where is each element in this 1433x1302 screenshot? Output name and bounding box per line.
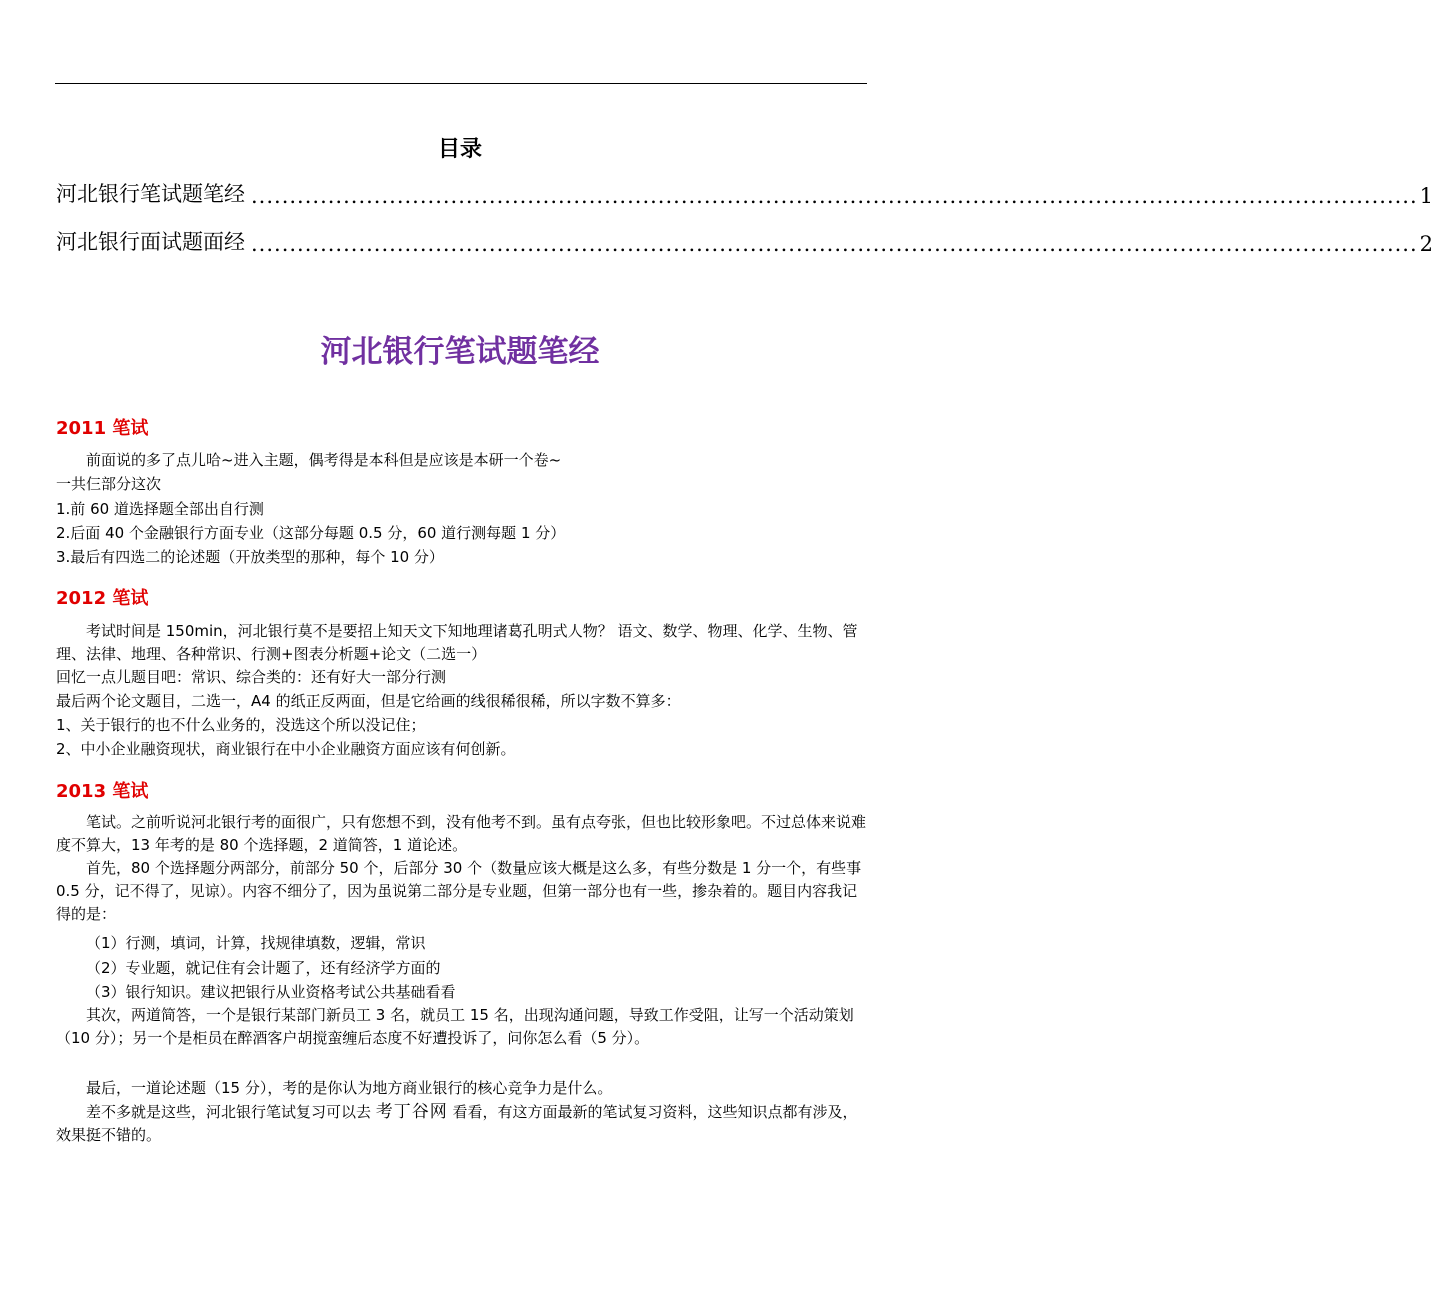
paragraph: 首先，80 个选择题分两部分，前部分 50 个，后部分 30 个（数量应该大概是这么多，有些分数是 1 分一个，有些事 0.5 分，记不得了，见谅）。内容不细分了，因为虽说第二部分是专业题，但第一部分也有一些，掺杂着的。题目内容我记得的是： <box>56 859 862 923</box>
toc-entry-written[interactable] <box>56 178 1433 208</box>
toc-entry-interview[interactable] <box>56 226 1433 256</box>
main-title: 河北银行笔试题笔经 <box>320 334 600 370</box>
list-item: 1.前 60 道选择题全部出自行测 <box>56 500 264 518</box>
section-heading-2012: 2012 笔试 <box>56 588 149 609</box>
toc-title: 目录 <box>437 137 482 162</box>
text-run: 看看，有这方面最新的笔试复习资料，这些知识点都有涉及，效果挺不错的。 <box>56 1103 858 1144</box>
toc-page-number: 2 <box>1419 232 1433 256</box>
toc-entry-label: 河北银行笔试题笔经 <box>56 182 245 206</box>
paragraph: 回忆一点儿题目吧：常识、综合类的：还有好大一部分行测 <box>56 668 447 686</box>
paragraph: 其次，两道简答，一个是银行某部门新员工 3 名，就员工 15 名，出现沟通问题，导致工作受阻，让写一个活动策划（10 分）；另一个是柜员在醉酒客户胡搅蛮缠后态度不好遭投诉了，问你怎么看（5 分）。 <box>56 1006 854 1047</box>
list-item: 2、中小企业融资现状，商业银行在中小企业融资方面应该有何创新。 <box>56 740 516 758</box>
list-item: 3.最后有四选二的论述题（开放类型的那种，每个 10 分） <box>56 548 444 566</box>
paragraph: 最后两个论文题目，二选一，A4 的纸正反两面，但是它给画的线很稀很稀，所以字数不算多： <box>56 692 681 710</box>
paragraph: 一共仨部分这次 <box>56 475 162 493</box>
toc-leader-dots: ........................................................................................................................................................ <box>251 184 1418 208</box>
list-item: （1）行测，填词，计算，找规律填数，逻辑，常识 <box>86 934 426 952</box>
paragraph: 前面说的多了点儿哈~进入主题，偶考得是本科但是应该是本研一个卷~ <box>86 451 562 469</box>
brand-link[interactable]: 考丁谷网 <box>375 1102 448 1122</box>
section-heading-2013: 2013 笔试 <box>56 781 149 802</box>
text-run: 差不多就是这些，河北银行笔试复习可以去 <box>86 1103 376 1121</box>
toc-page-number: 1 <box>1419 184 1433 208</box>
section-heading-2011: 2011 笔试 <box>56 418 149 439</box>
toc-leader-dots: ........................................................................................................................................................ <box>251 232 1418 256</box>
toc-entry-label: 河北银行面试题面经 <box>56 230 245 254</box>
paragraph: 笔试。之前听说河北银行考的面很广，只有您想不到，没有他考不到。虽有点夸张，但也比较形象吧。不过总体来说难度不算大，13 年考的是 80 个选择题，2 道简答，1 道论述。 <box>56 813 867 854</box>
paragraph: 考试时间是 150min，河北银行莫不是要招上知天文下知地理诸葛孔明式人物？ 语文、数学、物理、化学、生物、管理、法律、地理、各种常识、行测+图表分析题+论文（二选一） <box>56 622 858 663</box>
paragraph <box>56 1101 866 1147</box>
list-item: 2.后面 40 个金融银行方面专业（这部分每题 0.5 分，60 道行测每题 1 分） <box>56 524 566 542</box>
paragraph: 最后，一道论述题（15 分），考的是你认为地方商业银行的核心竞争力是什么。 <box>86 1079 613 1097</box>
list-item: 1、关于银行的也不什么业务的，没选这个所以没记住； <box>56 716 426 734</box>
header-rule <box>55 83 867 84</box>
list-item: （3）银行知识。建议把银行从业资格考试公共基础看看 <box>86 983 456 1001</box>
list-item: （2）专业题，就记住有会计题了，还有经济学方面的 <box>86 959 441 977</box>
